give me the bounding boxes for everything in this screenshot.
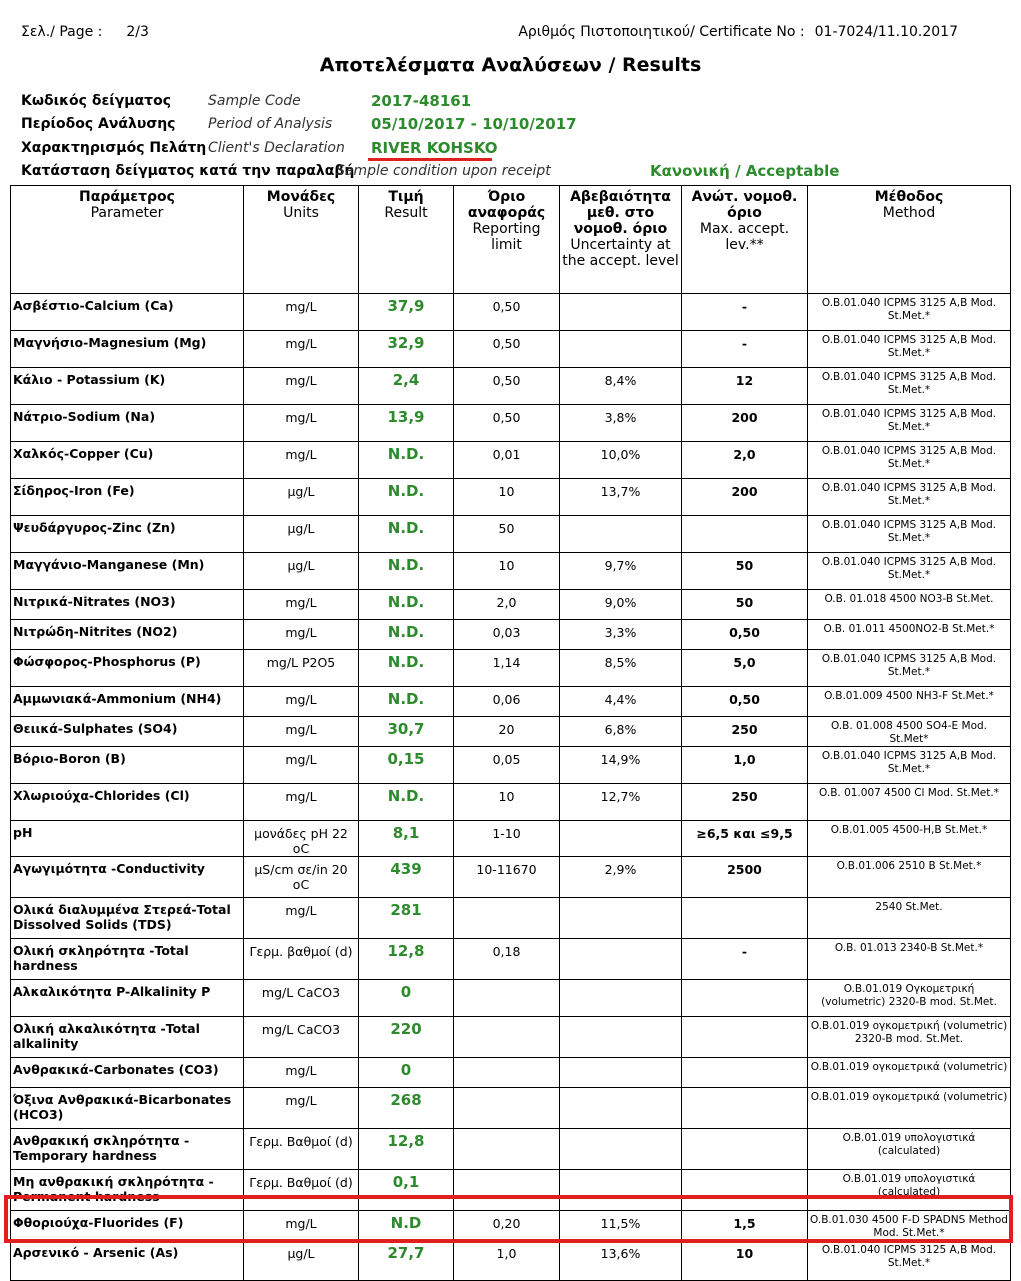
row-max-limit: 0,50	[682, 687, 808, 717]
row-method: O.B. 01.013 2340-B St.Met.*	[808, 939, 1011, 980]
row-max-limit	[682, 1088, 808, 1129]
info-value: 2017-48161	[371, 92, 472, 110]
row-max-limit	[682, 1017, 808, 1058]
row-parameter: Μαγνήσιο-Magnesium (Mg)	[11, 331, 244, 368]
row-reporting-limit: 10-11670	[454, 857, 560, 898]
row-method: O.B.01.006 2510 B St.Met.*	[808, 857, 1011, 898]
col-method-greek: Μέθοδος	[874, 189, 944, 205]
row-parameter: Θειικά-Sulphates (SO4)	[11, 717, 244, 747]
row-unit: mg/L	[244, 331, 359, 368]
row-unit: μS/cm σε/in 20 oC	[244, 857, 359, 898]
row-reporting-limit	[454, 1129, 560, 1170]
row-max-limit: 0,50	[682, 620, 808, 650]
row-uncertainty: 12,7%	[560, 784, 682, 821]
row-parameter: Φθοριούχα-Fluorides (F)	[11, 1211, 244, 1241]
row-result: 8,1	[359, 821, 454, 857]
row-max-limit: 200	[682, 479, 808, 516]
row-method: 2540 St.Met.	[808, 898, 1011, 939]
row-parameter: Βόριο-Boron (B)	[11, 747, 244, 784]
page-label: Σελ./ Page :	[21, 24, 103, 40]
row-result: 0,1	[359, 1170, 454, 1211]
row-result: 220	[359, 1017, 454, 1058]
row-max-limit	[682, 1129, 808, 1170]
row-parameter: Νιτρικά-Nitrates (NO3)	[11, 590, 244, 620]
row-reporting-limit: 50	[454, 516, 560, 553]
row-result: 12,8	[359, 1129, 454, 1170]
row-method: O.B.01.040 ICPMS 3125 A,B Mod. St.Met.*	[808, 747, 1011, 784]
info-label-english: Sample condition upon receipt	[336, 163, 551, 179]
row-result: N.D.	[359, 784, 454, 821]
table-row	[11, 717, 1011, 747]
table-row	[11, 590, 1011, 620]
row-unit: mg/L	[244, 687, 359, 717]
row-result: N.D.	[359, 650, 454, 687]
row-parameter: Χαλκός-Copper (Cu)	[11, 442, 244, 479]
row-method: O.B.01.019 ογκομετρικά (volumetric)	[808, 1088, 1011, 1129]
table-row	[11, 405, 1011, 442]
row-reporting-limit	[454, 1058, 560, 1088]
row-max-limit: 5,0	[682, 650, 808, 687]
row-reporting-limit: 0,20	[454, 1211, 560, 1241]
row-unit: μονάδες pH 22 oC	[244, 821, 359, 857]
row-uncertainty: 8,4%	[560, 368, 682, 405]
row-max-limit	[682, 1058, 808, 1088]
row-parameter: Όξινα Ανθρακικά-Bicarbonates (HCO3)	[11, 1088, 244, 1129]
row-max-limit: 1,0	[682, 747, 808, 784]
row-method: O.B. 01.007 4500 Cl Mod. St.Met.*	[808, 784, 1011, 821]
row-method: O.B.01.040 ICPMS 3125 A,B Mod. St.Met.*	[808, 479, 1011, 516]
row-parameter: pH	[11, 821, 244, 857]
row-reporting-limit	[454, 980, 560, 1017]
page-title: Αποτελέσματα Αναλύσεων / Results	[319, 54, 702, 76]
row-unit: mg/L	[244, 1058, 359, 1088]
row-uncertainty: 11,5%	[560, 1211, 682, 1241]
info-value: RIVER KOHSKO	[371, 139, 498, 157]
col-method-english: Method	[882, 205, 936, 221]
row-result: N.D.	[359, 590, 454, 620]
row-uncertainty	[560, 516, 682, 553]
table-row	[11, 747, 1011, 784]
row-parameter: Ανθρακικά-Carbonates (CO3)	[11, 1058, 244, 1088]
row-max-limit: 50	[682, 590, 808, 620]
row-unit: Γερμ. Βαθμοί (d)	[244, 1129, 359, 1170]
table-row	[11, 479, 1011, 516]
row-unit: mg/L	[244, 405, 359, 442]
table-row	[11, 1241, 1011, 1281]
col-parameter	[11, 186, 244, 294]
row-unit: mg/L	[244, 590, 359, 620]
table-row	[11, 331, 1011, 368]
row-result: N.D.	[359, 687, 454, 717]
row-max-limit: 2500	[682, 857, 808, 898]
row-reporting-limit: 10	[454, 479, 560, 516]
col-rl-greek: Όριο αναφοράς	[467, 189, 546, 221]
certificate-label: Αριθμός Πιστοποιητικού/ Certificate No :	[518, 24, 805, 40]
highlight-box	[4, 1195, 1013, 1243]
row-uncertainty: 8,5%	[560, 650, 682, 687]
row-method: O.B.01.040 ICPMS 3125 A,B Mod. St.Met.*	[808, 331, 1011, 368]
table-row	[11, 980, 1011, 1017]
row-reporting-limit: 1,0	[454, 1241, 560, 1281]
row-result: 30,7	[359, 717, 454, 747]
col-units-greek: Μονάδες	[266, 189, 336, 205]
row-parameter: Ασβέστιο-Calcium (Ca)	[11, 294, 244, 331]
row-unit: mg/L	[244, 1088, 359, 1129]
row-method: O.B.01.040 ICPMS 3125 A,B Mod. St.Met.*	[808, 442, 1011, 479]
row-reporting-limit: 1,14	[454, 650, 560, 687]
row-method: O.B.01.040 ICPMS 3125 A,B Mod. St.Met.*	[808, 405, 1011, 442]
row-method: O.B.01.005 4500-H,B St.Met.*	[808, 821, 1011, 857]
col-parameter-greek: Παράμετρος	[79, 189, 175, 205]
row-unit: mg/L	[244, 620, 359, 650]
row-parameter: Χλωριούχα-Chlorides (Cl)	[11, 784, 244, 821]
row-max-limit: 10	[682, 1241, 808, 1281]
row-result: 281	[359, 898, 454, 939]
row-max-limit: 2,0	[682, 442, 808, 479]
row-reporting-limit: 0,03	[454, 620, 560, 650]
row-result: 12,8	[359, 939, 454, 980]
row-uncertainty: 3,8%	[560, 405, 682, 442]
row-reporting-limit: 0,01	[454, 442, 560, 479]
row-parameter: Κάλιο - Potassium (K)	[11, 368, 244, 405]
table-row	[11, 516, 1011, 553]
row-unit: μg/L	[244, 479, 359, 516]
table-row	[11, 1088, 1011, 1129]
row-result: 0	[359, 980, 454, 1017]
col-units-english: Units	[283, 205, 319, 221]
row-result: N.D.	[359, 516, 454, 553]
row-result: 268	[359, 1088, 454, 1129]
row-unit: mg/L	[244, 294, 359, 331]
row-max-limit: -	[682, 294, 808, 331]
row-unit: Γερμ. Βαθμοί (d)	[244, 1170, 359, 1211]
col-units	[244, 186, 359, 294]
row-parameter: Ολικά διαλυμμένα Στερεά-Total Dissolved Solids (TDS)	[11, 898, 244, 939]
row-parameter: Αγωγιμότητα -Conductivity	[11, 857, 244, 898]
row-unit: mg/L	[244, 442, 359, 479]
row-uncertainty	[560, 898, 682, 939]
row-result: 0,15	[359, 747, 454, 784]
row-uncertainty: 4,4%	[560, 687, 682, 717]
page-number	[21, 24, 149, 40]
row-method: O.B.01.019 Ογκομετρική (volumetric) 2320-B mod. St.Met.	[808, 980, 1011, 1017]
row-parameter: Ολική αλκαλικότητα -Total alkalinity	[11, 1017, 244, 1058]
info-label-english: Period of Analysis	[208, 116, 333, 132]
info-value: Κανονική / Acceptable	[650, 162, 840, 180]
row-max-limit	[682, 516, 808, 553]
row-parameter: Ανθρακική σκληρότητα -Temporary hardness	[11, 1129, 244, 1170]
row-reporting-limit	[454, 1017, 560, 1058]
row-reporting-limit: 0,18	[454, 939, 560, 980]
row-uncertainty	[560, 1088, 682, 1129]
row-unit: μg/L	[244, 1241, 359, 1281]
row-reporting-limit: 2,0	[454, 590, 560, 620]
table-row	[11, 1017, 1011, 1058]
row-parameter: Φώσφορος-Phosphorus (P)	[11, 650, 244, 687]
row-unit: mg/L	[244, 747, 359, 784]
row-reporting-limit: 0,50	[454, 405, 560, 442]
table-row	[11, 553, 1011, 590]
col-max-limit	[682, 186, 808, 294]
info-label-greek: Κατάσταση δείγματος κατά την παραλαβή	[21, 163, 355, 179]
row-method: O.B.01.019 υπολογιστικά (calculated)	[808, 1170, 1011, 1211]
row-uncertainty: 9,0%	[560, 590, 682, 620]
col-rl-english: Reporting limit	[472, 221, 541, 253]
row-parameter: Σίδηρος-Iron (Fe)	[11, 479, 244, 516]
row-result: 2,4	[359, 368, 454, 405]
row-uncertainty: 10,0%	[560, 442, 682, 479]
table-row	[11, 1129, 1011, 1170]
info-label-english: Sample Code	[208, 93, 301, 109]
row-parameter: Μη ανθρακική σκληρότητα -Permanent hardness	[11, 1170, 244, 1211]
row-reporting-limit: 0,50	[454, 331, 560, 368]
row-parameter: Αλκαλικότητα P-Alkalinity P	[11, 980, 244, 1017]
row-uncertainty: 14,9%	[560, 747, 682, 784]
row-parameter: Ολική σκληρότητα -Total hardness	[11, 939, 244, 980]
row-reporting-limit: 1-10	[454, 821, 560, 857]
col-unc-english: Uncertainty at the accept. level	[562, 237, 679, 269]
row-max-limit: 1,5	[682, 1211, 808, 1241]
col-method	[808, 186, 1011, 294]
page-value: 2/3	[126, 24, 149, 40]
col-reporting-limit	[454, 186, 560, 294]
row-method: O.B.01.040 ICPMS 3125 A,B Mod. St.Met.*	[808, 294, 1011, 331]
table-row	[11, 620, 1011, 650]
row-result: N.D.	[359, 479, 454, 516]
info-label-greek: Κωδικός δείγματος	[21, 93, 172, 109]
certificate-value: 01-7024/11.10.2017	[814, 24, 958, 40]
row-uncertainty: 13,6%	[560, 1241, 682, 1281]
table-row	[11, 294, 1011, 331]
row-unit: mg/L	[244, 784, 359, 821]
row-max-limit	[682, 980, 808, 1017]
row-reporting-limit: 0,05	[454, 747, 560, 784]
col-uncertainty	[560, 186, 682, 294]
row-parameter: Μαγγάνιο-Manganese (Mn)	[11, 553, 244, 590]
row-reporting-limit: 0,06	[454, 687, 560, 717]
row-method: O.B. 01.011 4500NO2-B St.Met.*	[808, 620, 1011, 650]
table-row	[11, 368, 1011, 405]
row-reporting-limit: 20	[454, 717, 560, 747]
row-reporting-limit: 10	[454, 784, 560, 821]
row-method: O.B.01.019 ογκομετρική (volumetric) 2320-B mod. St.Met.	[808, 1017, 1011, 1058]
row-method: O.B. 01.008 4500 SO4-E Mod. St.Met*	[808, 717, 1011, 747]
row-parameter: Νάτριο-Sodium (Na)	[11, 405, 244, 442]
row-parameter: Νιτρώδη-Nitrites (NO2)	[11, 620, 244, 650]
row-reporting-limit	[454, 898, 560, 939]
row-result: 27,7	[359, 1241, 454, 1281]
row-result: 32,9	[359, 331, 454, 368]
row-method: O.B.01.040 ICPMS 3125 A,B Mod. St.Met.*	[808, 650, 1011, 687]
row-uncertainty: 9,7%	[560, 553, 682, 590]
col-unc-greek: Αβεβαιότητα μεθ. στο νομοθ. όριο	[570, 189, 671, 237]
row-max-limit: 250	[682, 784, 808, 821]
info-label-greek: Χαρακτηρισμός Πελάτη	[21, 140, 207, 156]
row-uncertainty: 13,7%	[560, 479, 682, 516]
row-result: N.D.	[359, 620, 454, 650]
row-max-limit: ≥6,5 και ≤9,5	[682, 821, 808, 857]
row-result: N.D.	[359, 553, 454, 590]
row-unit: Γερμ. βαθμοί (d)	[244, 939, 359, 980]
row-method: O.B.01.030 4500 F-D SPADNS Method Mod. St.Met.*	[808, 1211, 1011, 1241]
col-max-english: Max. accept. lev.**	[699, 221, 790, 253]
row-method: O.B.01.040 ICPMS 3125 A,B Mod. St.Met.*	[808, 553, 1011, 590]
results-table	[10, 185, 1011, 1281]
col-result-english: Result	[384, 205, 428, 221]
row-method: O.B. 01.018 4500 NO3-B St.Met.	[808, 590, 1011, 620]
row-uncertainty	[560, 939, 682, 980]
row-result: N.D.	[359, 442, 454, 479]
row-unit: mg/L	[244, 1211, 359, 1241]
row-method: O.B.01.040 ICPMS 3125 A,B Mod. St.Met.*	[808, 368, 1011, 405]
row-method: O.B.01.009 4500 NH3-F St.Met.*	[808, 687, 1011, 717]
row-result: 0	[359, 1058, 454, 1088]
info-label-english: Client's Declaration	[208, 140, 345, 156]
row-reporting-limit: 0,50	[454, 368, 560, 405]
row-max-limit: 200	[682, 405, 808, 442]
row-uncertainty: 6,8%	[560, 717, 682, 747]
table-header-row	[11, 186, 1011, 294]
row-unit: mg/L	[244, 898, 359, 939]
table-row	[11, 650, 1011, 687]
row-unit: mg/L CaCO3	[244, 980, 359, 1017]
row-uncertainty	[560, 1017, 682, 1058]
row-uncertainty	[560, 821, 682, 857]
row-uncertainty: 3,3%	[560, 620, 682, 650]
table-row	[11, 939, 1011, 980]
row-parameter: Ψευδάργυρος-Zinc (Zn)	[11, 516, 244, 553]
row-parameter: Αρσενικό - Arsenic (As)	[11, 1241, 244, 1281]
col-max-greek: Ανώτ. νομοθ. όριο	[691, 189, 798, 221]
row-uncertainty	[560, 1129, 682, 1170]
row-parameter: Αμμωνιακά-Ammonium (NH4)	[11, 687, 244, 717]
row-result: N.D	[359, 1211, 454, 1241]
row-unit: mg/L P2O5	[244, 650, 359, 687]
row-method: O.B.01.040 ICPMS 3125 A,B Mod. St.Met.*	[808, 516, 1011, 553]
row-reporting-limit: 0,50	[454, 294, 560, 331]
row-result: 13,9	[359, 405, 454, 442]
row-max-limit: -	[682, 939, 808, 980]
row-reporting-limit	[454, 1088, 560, 1129]
col-result-greek: Τιμή	[388, 189, 424, 205]
table-row	[11, 898, 1011, 939]
table-row	[11, 442, 1011, 479]
row-max-limit: 250	[682, 717, 808, 747]
row-result: 37,9	[359, 294, 454, 331]
row-unit: mg/L	[244, 368, 359, 405]
row-method: O.B.01.019 ογκομετρικά (volumetric)	[808, 1058, 1011, 1088]
row-max-limit: 50	[682, 553, 808, 590]
table-row	[11, 784, 1011, 821]
col-parameter-english: Parameter	[90, 205, 164, 221]
row-uncertainty	[560, 1058, 682, 1088]
row-max-limit	[682, 898, 808, 939]
row-reporting-limit: 10	[454, 553, 560, 590]
table-row	[11, 857, 1011, 898]
row-unit: μg/L	[244, 516, 359, 553]
col-result	[359, 186, 454, 294]
row-unit: μg/L	[244, 553, 359, 590]
row-uncertainty	[560, 294, 682, 331]
row-uncertainty	[560, 331, 682, 368]
info-label-greek: Περίοδος Ανάλυσης	[21, 116, 176, 132]
row-uncertainty	[560, 980, 682, 1017]
row-unit: mg/L CaCO3	[244, 1017, 359, 1058]
row-uncertainty: 2,9%	[560, 857, 682, 898]
table-row	[11, 821, 1011, 857]
table-row	[11, 1058, 1011, 1088]
row-unit: mg/L	[244, 717, 359, 747]
row-method: O.B.01.019 υπολογιστικά (calculated)	[808, 1129, 1011, 1170]
row-max-limit: 12	[682, 368, 808, 405]
row-result: 439	[359, 857, 454, 898]
table-row	[11, 687, 1011, 717]
row-method: O.B.01.040 ICPMS 3125 A,B Mod. St.Met.*	[808, 1241, 1011, 1281]
row-max-limit: -	[682, 331, 808, 368]
certificate-number	[518, 24, 958, 40]
info-value: 05/10/2017 - 10/10/2017	[371, 115, 577, 133]
